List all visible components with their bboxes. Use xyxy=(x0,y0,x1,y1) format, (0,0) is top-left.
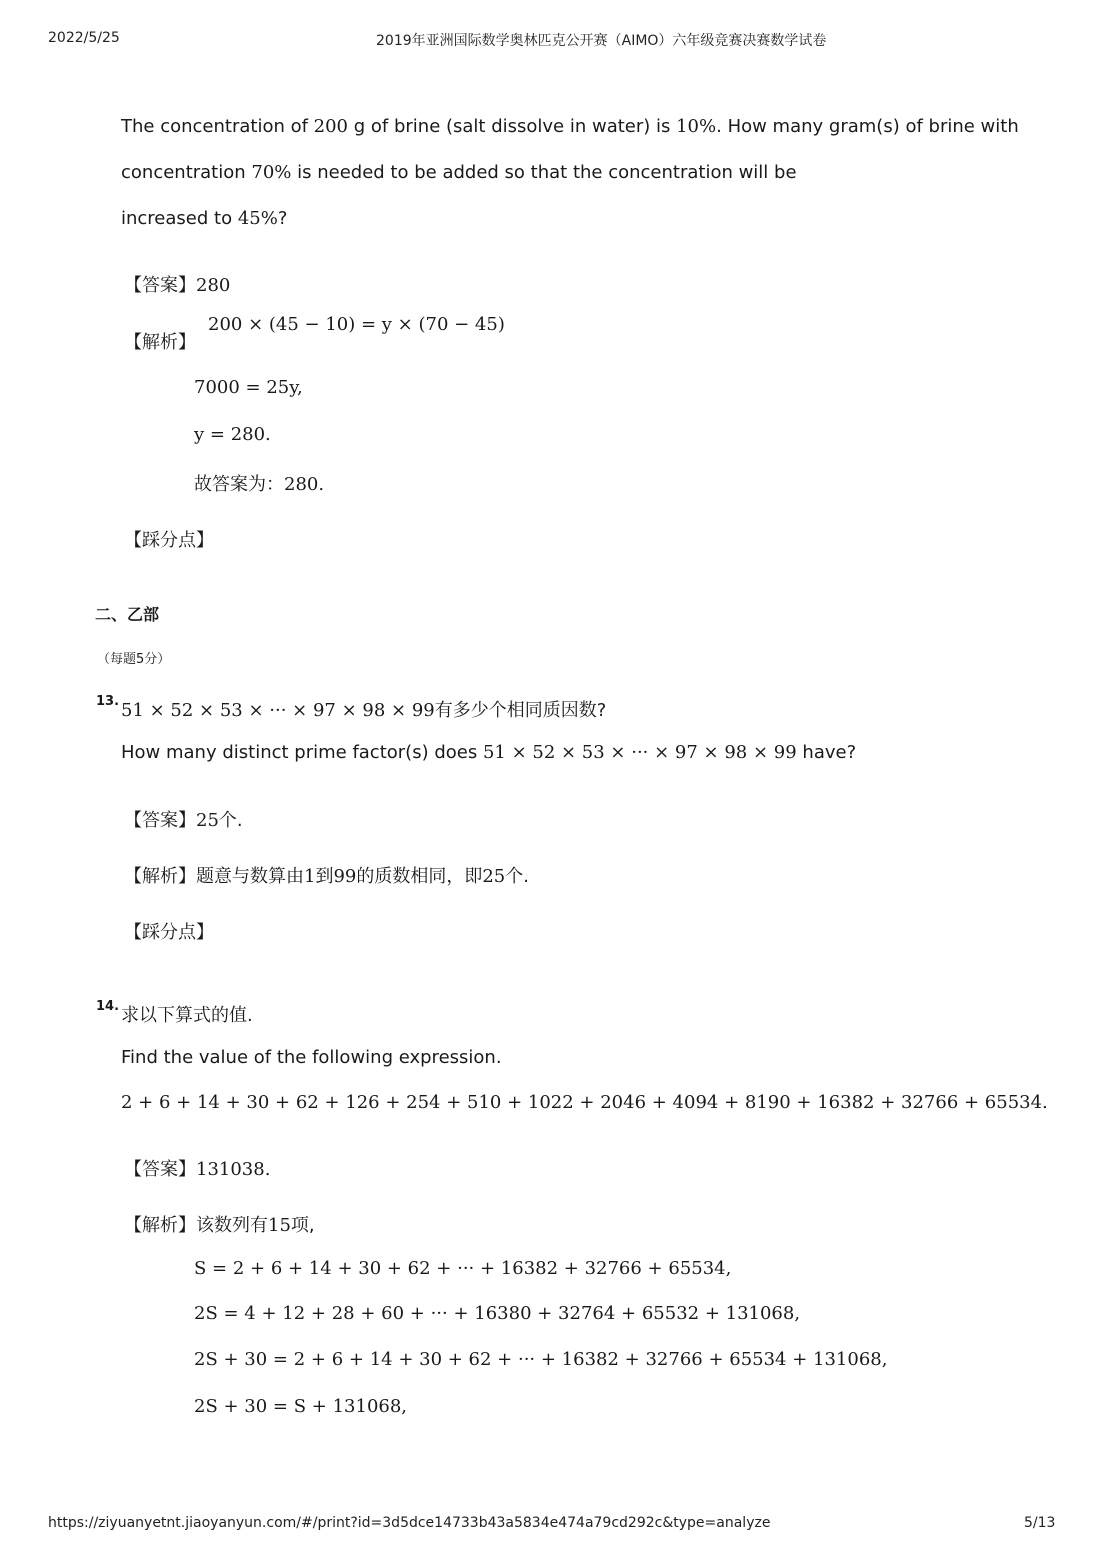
q12-step-2: 7000 = 25y, xyxy=(194,377,303,398)
document-title: 2019年亚洲国际数学奥林匹克公开赛（AIMO）六年级竞赛决赛数学试卷 xyxy=(376,33,827,49)
q12-analysis-tag: 【解析】 xyxy=(124,332,196,353)
q13-question-en: How many distinct prime factor(s) does 51 × 52 × 53 × ··· × 97 × 98 × 99 have? xyxy=(121,742,857,763)
q14-step-2: 2S = 4 + 12 + 28 + 60 + ··· + 16380 + 32764 + 65532 + 131068, xyxy=(194,1303,801,1324)
q12-step-1: 200 × (45 − 10) = y × (70 − 45) xyxy=(208,314,505,335)
q14-expression: 2 + 6 + 14 + 30 + 62 + 126 + 254 + 510 + 1022 + 2046 + 4094 + 8190 + 16382 + 32766 + 65534. xyxy=(121,1092,1048,1113)
q14-step-4: 2S + 30 = S + 131068, xyxy=(194,1396,408,1417)
section-note: （每题5分） xyxy=(97,652,171,667)
q12-step-3: y = 280. xyxy=(194,424,271,445)
q14-analysis: 【解析】该数列有15项, xyxy=(124,1215,315,1236)
q12-answer: 【答案】280 xyxy=(124,275,231,296)
q13-scoring-points: 【踩分点】 xyxy=(124,922,214,943)
page-number: 5/13 xyxy=(1024,1515,1056,1531)
q13-analysis: 【解析】题意与数算由1到99的质数相同，即25个. xyxy=(124,866,529,887)
q13-question-cn: 51 × 52 × 53 × ··· × 97 × 98 × 99有多少个相同质因数? xyxy=(121,700,607,721)
page-url: https://ziyuanyetnt.jiaoyanyun.com/#/print?id=3d5dce14733b43a5834e474a79cd292c&type=analyze xyxy=(48,1515,771,1531)
q14-answer: 【答案】131038. xyxy=(124,1159,271,1180)
q12-conclusion: 故答案为：280. xyxy=(194,474,325,495)
q13-number: 13. xyxy=(96,694,120,709)
q14-step-3: 2S + 30 = 2 + 6 + 14 + 30 + 62 + ··· + 16382 + 32766 + 65534 + 131068, xyxy=(194,1349,888,1370)
q14-number: 14. xyxy=(96,999,120,1014)
q13-answer: 【答案】25个. xyxy=(124,810,243,831)
q14-question-cn: 求以下算式的值. xyxy=(121,1005,253,1026)
print-date: 2022/5/25 xyxy=(48,30,120,46)
q12-line-2: concentration 70% is needed to be added so that the concentration will be xyxy=(121,162,797,183)
q14-step-1: S = 2 + 6 + 14 + 30 + 62 + ··· + 16382 + 32766 + 65534, xyxy=(194,1258,732,1279)
q14-question-en: Find the value of the following expression. xyxy=(121,1047,502,1068)
section-title: 二、乙部 xyxy=(95,605,160,624)
q12-line-3: increased to 45%? xyxy=(121,208,288,229)
q12-line-1: The concentration of 200 g of brine (salt dissolve in water) is 10%. How many gram(s) of brine with xyxy=(121,116,1019,137)
q12-scoring-points: 【踩分点】 xyxy=(124,530,214,551)
